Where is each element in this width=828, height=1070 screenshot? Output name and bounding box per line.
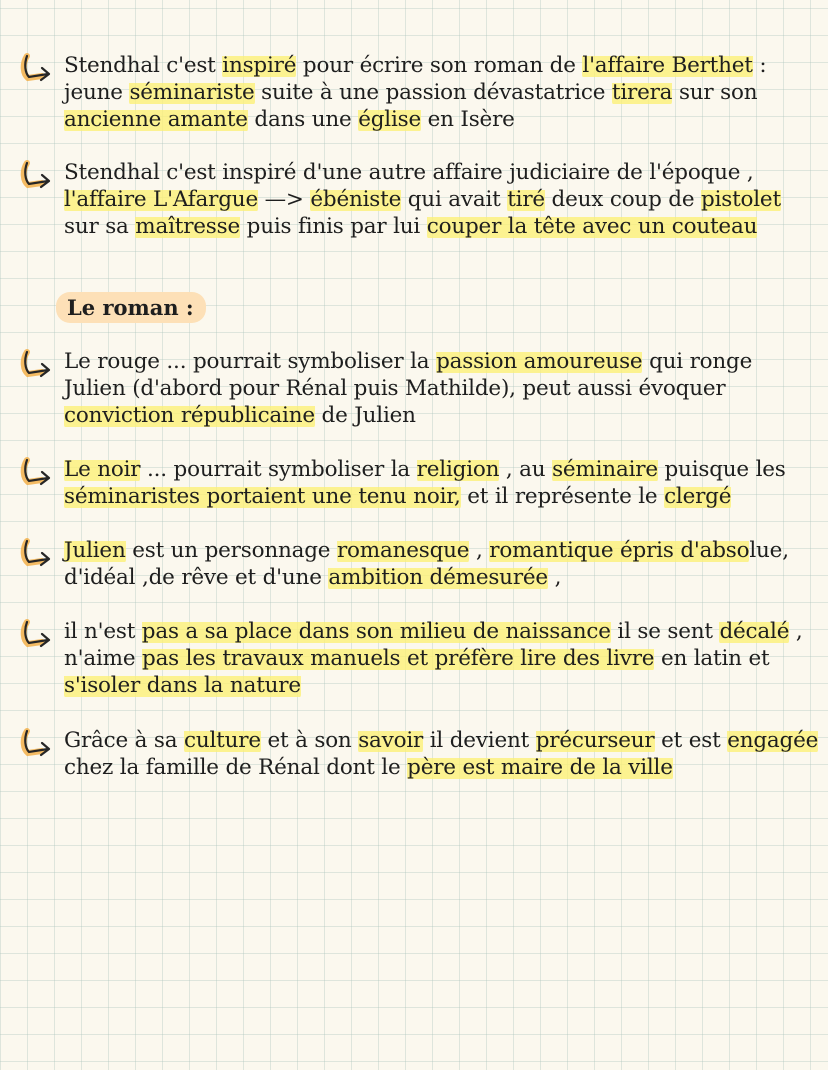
highlighted-text: clergé <box>664 484 732 509</box>
highlighted-text: maîtresse <box>135 214 240 239</box>
highlighted-text: décalé <box>719 619 790 644</box>
note-text <box>64 618 814 699</box>
highlighted-text: pas les travaux manuels et préfère lire des livre <box>142 646 655 671</box>
curved-arrow-bullet-icon <box>16 159 60 195</box>
highlighted-text: savoir <box>358 728 424 753</box>
text-line: Julien (d'abord pour Rénal puis Mathilde), peut aussi évoquer <box>64 376 726 401</box>
highlighted-text: séminaristes portaient une tenu noir, <box>64 484 461 509</box>
curved-arrow-bullet-icon <box>16 348 60 384</box>
highlighted-text: tiré <box>507 187 545 212</box>
text-line: Le noir ... pourrait symboliser la religion , au séminaire puisque les <box>64 457 786 482</box>
highlighted-text: l'affaire L'Afargue <box>64 187 258 212</box>
highlighted-text: inspiré <box>222 53 297 78</box>
highlighted-text: Julien <box>64 538 126 563</box>
highlighted-text: ancienne amante <box>64 107 248 132</box>
note-text <box>64 348 814 429</box>
highlighted-text: culture <box>184 728 261 753</box>
highlighted-text: ambition démesurée <box>328 565 548 590</box>
note-text <box>64 52 814 133</box>
text-line <box>64 672 814 699</box>
highlighted-text: ébéniste <box>310 187 402 212</box>
curved-arrow-bullet-icon <box>16 727 60 763</box>
note-text <box>64 727 819 781</box>
curved-arrow-bullet-icon <box>16 537 60 573</box>
highlighted-text: séminaire <box>552 457 658 482</box>
highlighted-text: séminariste <box>129 80 255 105</box>
highlighted-text: passion amoureuse <box>436 349 643 374</box>
text-line: chez la famille de Rénal dont le père est maire de la ville <box>64 755 673 780</box>
text-line: Stendhal c'est inspiré pour écrire son roman de l'affaire Berthet : <box>64 53 767 78</box>
highlighted-text: précurseur <box>535 728 655 753</box>
highlighted-text: engagée <box>727 728 819 753</box>
text-line: d'idéal ,de rêve et d'une ambition démesurée , <box>64 565 562 590</box>
highlighted-text: romantique épris d'abso <box>489 538 750 563</box>
highlighted-text: l'affaire Berthet <box>582 53 753 78</box>
text-line: ancienne amante dans une église en Isère <box>64 107 515 132</box>
highlighted-text: romanesque <box>336 538 470 563</box>
highlighted-text: conviction républicaine <box>64 403 315 428</box>
text-line: Julien est un personnage romanesque , romantique épris d'absolue, <box>64 538 789 563</box>
highlighted-text: religion <box>416 457 500 482</box>
note-text <box>64 456 814 510</box>
note-text <box>64 159 814 240</box>
text-line: Le rouge ... pourrait symboliser la passion amoureuse qui ronge <box>64 349 753 374</box>
text-line: n'aime pas les travaux manuels et préfère lire des livre en latin et <box>64 646 770 671</box>
note-text <box>64 537 814 591</box>
section-heading: Le roman : <box>56 292 206 323</box>
highlighted-text: église <box>358 107 421 132</box>
text-line: il n'est pas a sa place dans son milieu de naissance il se sent décalé , <box>64 619 803 644</box>
highlighted-text: Le noir <box>64 457 141 482</box>
highlighted-text: pas a sa place dans son milieu de naissance <box>141 619 611 644</box>
highlighted-text: s'isoler dans la nature <box>64 673 301 698</box>
highlighted-text: couper la tête avec un couteau <box>426 214 758 239</box>
curved-arrow-bullet-icon <box>16 456 60 492</box>
highlighted-text: tirera <box>611 80 673 105</box>
text-line: conviction républicaine de Julien <box>64 403 416 428</box>
text-line: Stendhal c'est inspiré d'une autre affaire judiciaire de l'époque , <box>64 160 754 185</box>
curved-arrow-bullet-icon <box>16 618 60 654</box>
curved-arrow-bullet-icon <box>16 52 60 88</box>
text-line: jeune séminariste suite à une passion dévastatrice tirera sur son <box>64 80 758 105</box>
text-line: l'affaire L'Afargue —> ébéniste qui avait tiré deux coup de pistolet <box>64 187 781 212</box>
text-line: sur sa maîtresse puis finis par lui couper la tête avec un couteau <box>64 214 758 239</box>
text-line: séminaristes portaient une tenu noir, et il représente le clergé <box>64 484 732 509</box>
highlighted-text: pistolet <box>701 187 781 212</box>
text-line: Grâce à sa culture et à son savoir il devient précurseur et est engagée <box>64 728 819 753</box>
highlighted-text: père est maire de la ville <box>407 755 673 780</box>
